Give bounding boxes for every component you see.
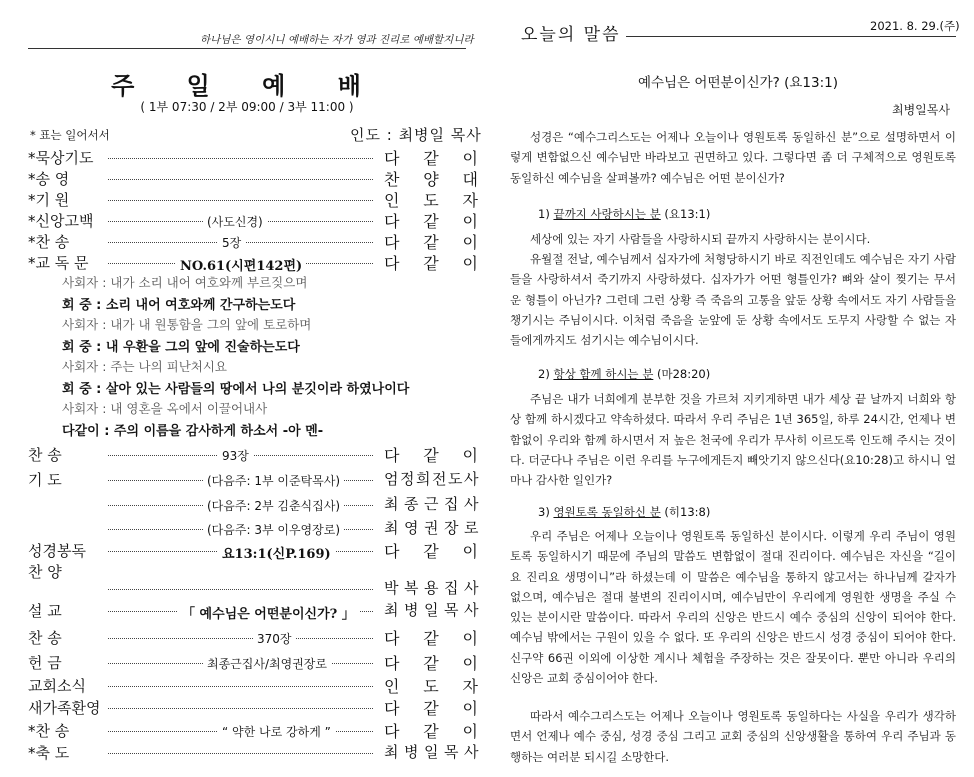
service-times: ( 1부 07:30 / 2부 09:00 / 3부 11:00 ) [140,100,354,114]
order-item-role [384,599,478,620]
point-1-lead: 세상에 있는 자기 사람들을 사랑하시되 끝까지 사랑하시는 분이시다. [530,232,871,246]
point-1-heading [538,206,710,222]
order-item-role [384,209,478,232]
role-char: 이 [462,722,478,741]
order-item-role [384,517,478,538]
order-item [28,231,478,252]
role-char: 같 [423,542,439,561]
responsive-line: 사회자 : 내가 내 원통함을 그의 앞에 토로하며 [62,317,312,332]
order-item-role [384,443,478,466]
role-char: 영 [404,519,418,537]
responsive-line: 사회자 : 주는 나의 피난처시요 [62,359,228,374]
order-item [28,697,478,718]
motto-divider [28,48,466,49]
header-divider [626,36,956,37]
order-item-name: 교회소식 [28,677,86,695]
role-char: 사 [464,579,478,597]
order-item-role [384,741,478,762]
leader-dots [108,708,373,709]
point-2-number: 2) [538,367,550,381]
leader-dots [108,753,373,754]
order-item-name: *묵상기도 [28,149,94,167]
role-char: 엄 [384,470,398,488]
order-item-role [384,468,478,489]
role-char: 도 [448,470,462,488]
role-char: 자 [462,191,478,210]
point-1-ref: (요13:1) [664,207,711,221]
bulletin-motto: 하나님은 영이시니 예배하는 자가 영과 진리로 예배할지니라 [200,34,474,46]
leader-dots [108,179,373,180]
role-char: 정 [400,470,414,488]
sermon-header-title: 오늘의 말씀 [521,25,621,45]
role-char: 다 [384,722,400,741]
order-item [28,494,478,515]
order-item-name: 새가족환영 [28,699,101,717]
role-char: 도 [423,677,439,696]
order-item-role [384,539,478,562]
role-char: 다 [384,542,400,561]
order-item-detail: (다음주: 1부 이준탁목사) [203,472,344,489]
order-item-role [384,626,478,649]
role-char: 같 [423,212,439,231]
leader-dots [108,200,373,201]
role-char: 사 [464,495,478,513]
role-char: 박 [384,579,398,597]
order-item-name: *기 원 [28,191,70,209]
role-char: 일 [424,601,438,619]
role-char: 최 [384,601,398,619]
role-char: 최 [384,519,398,537]
point-1-number: 1) [538,207,550,221]
order-item-detail: 요13:1(신P.169) [218,543,335,562]
point-2-text: 항상 함께 하시는 분 [553,367,654,381]
order-item-name: *축 도 [28,744,70,762]
role-char: 같 [423,629,439,648]
responsive-line: 회 중 : 내 우환을 그의 앞에 진술하는도다 [62,340,300,355]
order-item-name: 찬 송 [28,446,62,464]
role-char: 전 [432,470,446,488]
role-char: 사 [464,601,478,619]
role-char: 이 [462,654,478,673]
order-item [28,742,478,763]
point-3-ref: (히13:8) [664,505,711,519]
point-3-body: 우리 주님은 어제나 오늘이나 영원토록 동일하신 분이시다. 이렇게 우리 주님이 영원토록 동일하시기 때문에 주님의 말씀도 변함없이 절대 진리이다. 예수님은 자신을 “길이요 진리요 생명이니”라 하셨는데 이 말씀은 예수님을 통하지 않고서는 하나님께 갈자가 없으며, 예수님은 절대 불변의 진리이시며, 예수님만이 우리에게 영원한 생명을 주실 수 있는 분이시란 말씀이다. 따라서 우리의 신앙은 반드시 예수 중심의 신앙이 되어야 한다. 예수님 밖에서는 구원이 있을 수 없다. 또 우리의 신앙은 반드시 성경 중심이 되어야 한다. 신구약 66권 이외에 이상한 계시나 체험을 주장하는 것은 잘못이다. 뿐만 아니라 우리의 신앙은 교회 중심이어야 한다. [510,529,956,686]
order-item-detail: (다음주: 3부 이우영장로) [203,521,344,538]
order-item-role [384,674,478,697]
role-char: 대 [462,170,478,189]
order-item-name: *찬 송 [28,722,70,740]
role-char: 다 [384,446,400,465]
role-char: 인 [384,191,400,210]
role-char: 자 [462,677,478,696]
order-item [28,675,478,696]
order-item-detail: 93장 [218,447,253,464]
order-item-role [384,230,478,253]
sermon-preacher: 최병일목사 [892,103,950,117]
order-item [28,720,478,741]
role-char: 이 [462,233,478,252]
role-char: 병 [404,601,418,619]
role-char: 이 [462,629,478,648]
role-char: 다 [384,233,400,252]
order-item-name: *신앙고백 [28,212,94,230]
role-char: 용 [424,579,438,597]
order-item [28,444,478,465]
role-char: 사 [464,743,478,761]
leader-dots [108,686,373,687]
order-item-detail: (다음주: 2부 김춘식집사) [203,497,344,514]
responsive-line: 사회자 : 내가 소리 내어 여호와께 부르짖으며 [62,275,308,290]
responsive-line: 회 중 : 살아 있는 사람들의 땅에서 나의 분깃이라 하였나이다 [62,382,410,397]
role-char: 같 [423,254,439,273]
order-item-name: *송 영 [28,170,70,188]
role-char: 이 [462,254,478,273]
order-item [28,147,478,168]
order-item-name: 헌 금 [28,654,62,672]
responsive-line: 다같이 : 주의 이름을 감사하게 하소서 -아 멘- [62,424,324,439]
order-item-role [384,188,478,211]
order-item-name: *찬 송 [28,233,70,251]
point-3-number: 3) [538,505,550,519]
point-3-text: 영원토록 동일하신 분 [553,505,661,519]
order-item [28,189,478,210]
role-char: 도 [423,191,439,210]
role-char: 이 [462,149,478,168]
role-char: 이 [462,212,478,231]
role-char: 같 [423,446,439,465]
order-item-role [384,577,478,598]
role-char: 다 [384,149,400,168]
role-char: 이 [462,699,478,718]
role-char: 같 [423,233,439,252]
point-2-ref: (마28:20) [656,367,711,381]
role-char: 양 [423,170,439,189]
role-char: 찬 [384,170,400,189]
role-char: 일 [424,743,438,761]
order-item-name: 찬 양 [28,563,62,581]
role-char: 최 [384,495,398,513]
order-item-role [384,719,478,742]
order-item-detail: “ 약한 나로 강하게 ” [218,723,335,740]
order-item-detail: 「 예수님은 어떤분이신가? 」 [178,603,359,622]
sermon-conclusion: 따라서 예수그리스도는 어제나 오늘이나 영원토록 동일하다는 사실을 우리가 생각하면서 언제나 예수 중심, 성경 중심 그리고 교회 중심의 신앙생활을 통하여 우리 주님과 동행하는 여러분 되시길 소망한다. [510,709,956,764]
point-1-text: 끝까지 사랑하시는 분 [553,207,661,221]
standing-note: * 표는 일어서서 [30,128,110,142]
order-item-role [384,167,478,190]
role-char: 다 [384,212,400,231]
role-char: 복 [404,579,418,597]
order-item-name: *교 독 문 [28,254,89,272]
role-char: 이 [462,446,478,465]
role-char: 다 [384,629,400,648]
role-char: 병 [404,743,418,761]
role-char: 근 [424,495,438,513]
order-item-name: 기 도 [28,471,62,489]
order-item-name: 찬 송 [28,629,62,647]
order-item-role [384,696,478,719]
role-char: 집 [444,495,458,513]
order-item [28,540,478,561]
order-item [28,518,478,539]
role-char: 목 [444,601,458,619]
order-item-role [384,493,478,514]
role-char: 다 [384,654,400,673]
service-title: 주 일 예 배 [111,71,383,100]
point-2-heading [538,366,710,382]
role-char: 이 [462,542,478,561]
role-char: 같 [423,654,439,673]
role-char: 같 [423,722,439,741]
role-char: 집 [444,579,458,597]
role-char: 최 [384,743,398,761]
responsive-line: 회 중 : 소리 내어 여호와께 간구하는도다 [62,298,296,313]
role-char: 인 [384,677,400,696]
role-char: 로 [464,519,478,537]
order-item [28,469,478,490]
order-item-detail: (사도신경) [203,213,267,230]
order-item [28,578,478,599]
sermon-intro: 성경은 “예수그리스도는 어제나 오늘이나 영원토록 동일하신 분”으로 설명하면서 이렇게 변함없으신 예수님만 바라보고 권면하고 있다. 그렇다면 좀 더 구체적으로 영원토록 동일하신 예수님을 살펴볼까? 예수님은 어떤 분이신가? [510,130,956,185]
order-item [28,652,478,673]
order-item [28,168,478,189]
order-item [28,210,478,231]
point-3-heading [538,504,710,520]
order-item-role [384,146,478,169]
order-item-name: 성경봉독 [28,542,86,560]
sermon-title: 예수님은 어떤분이신가? (요13:1) [637,75,839,91]
role-char: 종 [404,495,418,513]
order-item-detail: 5장 [218,234,245,251]
leader-dots [108,589,373,590]
point-2-body: 주님은 내가 너희에게 분부한 것을 가르쳐 지키게하면 내가 세상 끝 날까지 너희와 항상 함께 하시겠다고 약속하셨다. 따라서 우리 주님은 1년 365일, 하루 24시간, 언제나 변함없이 우리와 함께 하시면서 저 높은 천국에 우리가 무사히 이르도록 인도해 주시는 것이다. 더군다나 주님은 이런 우리를 누구에게든지 빼앗기지 않으신다(요10:28)고 하시니 얼마나 감사한 일인가? [510,392,956,488]
order-item [28,600,478,621]
responsive-line: 사회자 : 내 영혼을 옥에서 이끌어내사 [62,401,268,416]
role-char: 희 [416,470,430,488]
order-item [28,627,478,648]
order-item-role [384,251,478,274]
role-char: 장 [444,519,458,537]
role-char: 권 [424,519,438,537]
role-char: 사 [464,470,478,488]
role-char: 같 [423,699,439,718]
order-item-detail: NO.61(시편142편) [176,255,306,274]
sermon-date: 2021. 8. 29.(주) [870,19,960,33]
point-1-body: 유월절 전날, 예수님께서 십자가에 처형당하시기 바로 직전인데도 예수님은 자기 사람들을 사랑하셔서 죽기까지 사랑하셨다. 십자가가 어떤 형틀인가? 뼈와 살이 찢기는 무서운 형틀이 아닌가? 그런데 그런 상황 즉 죽음의 고통을 앞둔 상황 속에서도 자기 사람들을 챙기시는 주님이시다. 이처럼 죽음을 눈앞에 둔 상황 속에서도 도무지 사랑할 수 없는 자들에게까지도 섬기시는 예수님이시다. [510,252,956,348]
order-item-detail: 최종근집사/최영권장로 [203,655,331,672]
order-item-detail: 370장 [253,630,296,647]
service-leader: 인도 : 최병일 목사 [350,126,482,144]
role-char: 다 [384,699,400,718]
leader-dots [108,158,373,159]
role-char: 목 [444,743,458,761]
leader-dots [108,638,373,639]
role-char: 다 [384,254,400,273]
role-char: 같 [423,149,439,168]
order-item-role [384,651,478,674]
order-item-name: 설 교 [28,602,62,620]
order-item [28,252,478,273]
